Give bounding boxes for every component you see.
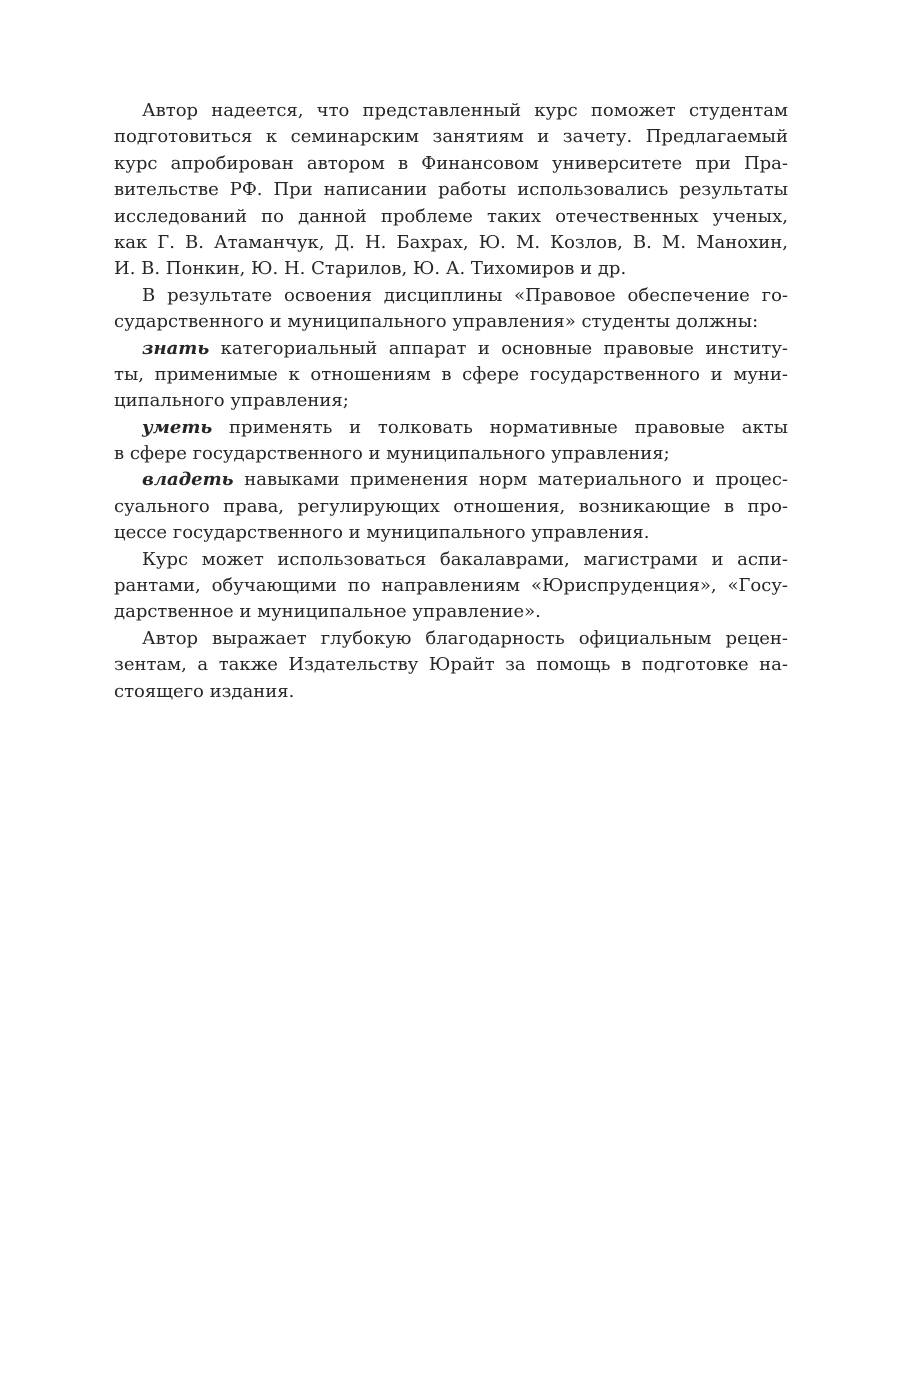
- text-line: суального права, регулирующих отношения, возникающие в про-: [114, 495, 788, 517]
- text-line: курс апробирован автором в Финансовом университете при Пра-: [114, 152, 788, 174]
- text-line: Автор надеется, что представленный курс поможет студентам: [142, 100, 788, 121]
- text-line: [114, 336, 788, 362]
- text-line: В результате освоения дисциплины «Правовое обеспечение го-: [142, 284, 788, 306]
- text-line: [114, 415, 788, 441]
- paragraph-course-audience: [114, 547, 788, 626]
- text-line: исследований по данной проблеме таких отечественных ученых,: [114, 205, 788, 227]
- text-line: вительстве РФ. При написании работы использовались результаты: [114, 179, 788, 201]
- text-fragment: навыками применения норм материального и процес-: [233, 469, 788, 491]
- text-fragment: категориальный аппарат и основные правовые институ-: [209, 337, 788, 359]
- paragraph-learning-outcomes: [114, 283, 788, 336]
- paragraph-master: [114, 467, 788, 546]
- text-line: И. В. Понкин, Ю. Н. Старилов, Ю. А. Тихомиров и др.: [114, 258, 627, 280]
- text-line: в сфере государственного и муниципального управления;: [114, 443, 670, 465]
- text-line: рантами, обучающими по направлениям «Юриспруденция», «Госу-: [114, 575, 788, 597]
- term-be-able: уметь: [142, 416, 213, 438]
- text-line: как Г. В. Атаманчук, Д. Н. Бахрах, Ю. М. Козлов, В. М. Манохин,: [114, 231, 788, 253]
- text-line: ципального управления;: [114, 390, 349, 412]
- text-line: стоящего издания.: [114, 680, 295, 702]
- text-line: дарственное и муниципальное управление».: [114, 601, 541, 623]
- term-master: владеть: [142, 469, 234, 491]
- paragraph-be-able: [114, 415, 788, 468]
- text-line: ты, применимые к отношениям в сфере государственного и муни-: [114, 363, 788, 385]
- paragraph-know: [114, 336, 788, 415]
- text-line: подготовиться к семинарским занятиям и зачету. Предлагаемый: [114, 126, 788, 148]
- term-know: знать: [142, 337, 210, 359]
- text-line: цессе государственного и муниципального управления.: [114, 522, 650, 544]
- paragraph-author-hope: [114, 98, 788, 283]
- text-line: [114, 467, 788, 493]
- paragraph-acknowledgements: [114, 626, 788, 705]
- text-fragment: применять и толковать нормативные правовые акты: [212, 416, 788, 438]
- text-line: зентам, а также Издательству Юрайт за помощь в подготовке на-: [114, 654, 788, 676]
- text-line: сударственного и муниципального управления» студенты должны:: [114, 311, 759, 333]
- text-line: Автор выражает глубокую благодарность официальным рецен-: [142, 627, 788, 649]
- text-line: Курс может использоваться бакалаврами, магистрами и аспи-: [142, 548, 788, 570]
- document-body: [114, 98, 788, 705]
